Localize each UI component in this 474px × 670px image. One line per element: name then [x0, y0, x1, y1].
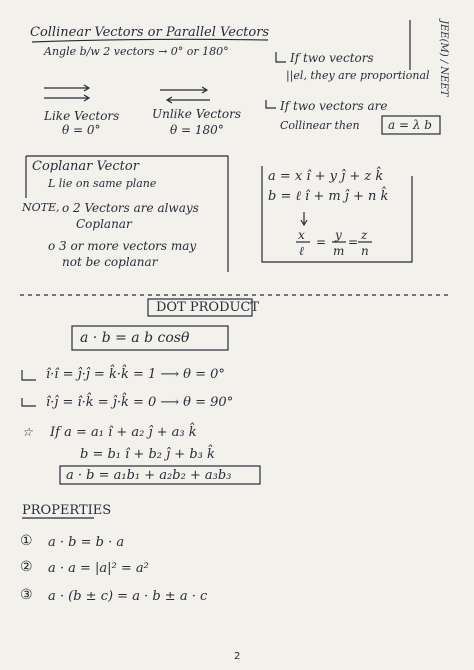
coplanar-bullet-line2: not be coplanar	[62, 255, 158, 269]
coplanar-note-line1: o 2 Vectors are always	[62, 201, 199, 215]
dot-product-title: DOT PRODUCT	[156, 300, 260, 315]
page-number: 2	[234, 651, 241, 662]
note1-line1: If two vectors	[290, 51, 374, 65]
note2-line2: Collinear then	[280, 119, 360, 132]
unlike-vectors-theta: θ = 180°	[170, 123, 224, 137]
ratio-n: n	[361, 244, 369, 258]
coplanar-eq-b: b = ℓ î + m ĵ + n k̂	[268, 189, 389, 204]
ratio-eq-2: =	[348, 235, 359, 249]
ratio-l: ℓ	[299, 244, 304, 258]
property-2-number: ②	[20, 559, 33, 575]
note1-line2: ||el, they are proportional	[286, 69, 430, 82]
star-mark: ☆	[22, 425, 33, 439]
ratio-x: x	[298, 228, 305, 242]
property-1-number: ①	[20, 533, 33, 549]
unlike-vectors-label: Unlike Vectors	[152, 107, 242, 121]
ratio-z: z	[361, 228, 368, 242]
note2-line1: If two vectors are	[280, 99, 388, 113]
coplanar-title: Coplanar Vector	[32, 159, 139, 174]
coplanar-eq-a: a = x î + y ĵ + z k̂	[268, 169, 384, 184]
property-2: a · a = |a|² = a²	[48, 561, 149, 576]
ratio-eq-1: =	[316, 235, 327, 249]
dot-result: a · b = a₁b₁ + a₂b₂ + a₃b₃	[66, 468, 232, 483]
note2-formula: a = λ b	[388, 118, 432, 132]
dot-if-b: b = b₁ î + b₂ ĵ + b₃ k̂	[80, 447, 215, 462]
collinear-title: Collinear Vectors or Parallel Vectors	[30, 25, 270, 40]
dot-rule-2: î·ĵ = î·k̂ = ĵ·k̂ = 0 ⟶ θ = 90°	[46, 395, 234, 410]
like-vectors-theta: θ = 0°	[62, 123, 101, 137]
property-3-number: ③	[20, 587, 33, 603]
margin-note: JEE(M) / NEET	[438, 20, 449, 97]
like-vectors-label: Like Vectors	[44, 109, 120, 123]
dot-if-a: If a = a₁ î + a₂ ĵ + a₃ k̂	[50, 425, 197, 440]
coplanar-bullet-line1: o 3 or more vectors may	[48, 239, 197, 253]
collinear-angle-line: Angle b/w 2 vectors → 0° or 180°	[44, 45, 229, 58]
ratio-m: m	[333, 244, 345, 258]
ratio-y: y	[335, 228, 342, 242]
dot-product-formula: a · b = a b cosθ	[80, 330, 190, 346]
coplanar-note-label: NOTE,	[22, 201, 60, 214]
property-3: a · (b ± c) = a · b ± a · c	[48, 589, 208, 604]
properties-title: PROPERTIES	[22, 503, 112, 518]
coplanar-line1: L lie on same plane	[48, 177, 157, 190]
property-1: a · b = b · a	[48, 535, 125, 550]
dot-rule-1: î·î = ĵ·ĵ = k̂·k̂ = 1 ⟶ θ = 0°	[46, 367, 225, 382]
coplanar-note-line2: Coplanar	[76, 217, 132, 231]
